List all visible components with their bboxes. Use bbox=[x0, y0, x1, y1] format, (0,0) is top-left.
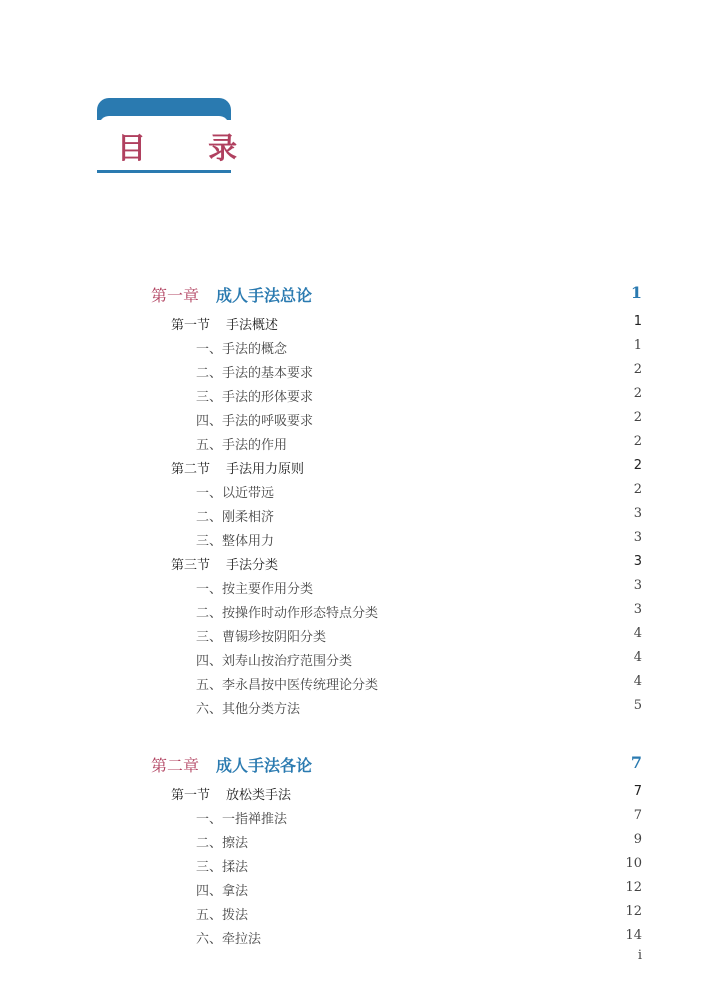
chapter-page: 7 bbox=[630, 753, 642, 772]
item-title: 四、拿法 bbox=[196, 884, 249, 899]
section-page: 2 bbox=[633, 458, 642, 473]
item-title: 一、手法的概念 bbox=[196, 342, 288, 357]
toc-item-entry[interactable] bbox=[0, 904, 722, 928]
item-title: 二、刚柔相济 bbox=[196, 510, 275, 525]
section-title: 手法用力原则 bbox=[226, 462, 305, 477]
toc-item-entry[interactable] bbox=[0, 434, 722, 458]
item-title: 一、一指禅推法 bbox=[196, 812, 288, 827]
item-page: 1 bbox=[633, 338, 642, 353]
toc-item-entry[interactable] bbox=[0, 698, 722, 722]
item-page: 3 bbox=[633, 506, 642, 521]
item-page: 2 bbox=[633, 434, 642, 449]
item-page: 7 bbox=[633, 808, 642, 823]
item-page: 2 bbox=[633, 362, 642, 377]
item-page: 2 bbox=[633, 410, 642, 425]
section-number: 第一节 bbox=[171, 788, 211, 803]
item-title: 三、揉法 bbox=[196, 860, 249, 875]
item-title: 二、擦法 bbox=[196, 836, 249, 851]
toc-item-entry[interactable] bbox=[0, 832, 722, 856]
toc-chapter-entry[interactable] bbox=[0, 753, 722, 777]
toc-item-entry[interactable] bbox=[0, 928, 722, 952]
section-number: 第一节 bbox=[171, 318, 211, 333]
item-title: 四、刘寿山按治疗范围分类 bbox=[196, 654, 353, 669]
page-title: 目 录 bbox=[117, 131, 264, 165]
toc-item-entry[interactable] bbox=[0, 808, 722, 832]
item-title: 三、曹锡珍按阴阳分类 bbox=[196, 630, 327, 645]
toc-item-entry[interactable] bbox=[0, 856, 722, 880]
section-number: 第二节 bbox=[171, 462, 211, 477]
heading-underline bbox=[97, 170, 231, 173]
section-title: 手法概述 bbox=[226, 318, 279, 333]
page-number: i bbox=[637, 948, 642, 963]
chapter-number: 第二章 bbox=[151, 756, 200, 775]
item-title: 五、李永昌按中医传统理论分类 bbox=[196, 678, 379, 693]
chapter-number: 第一章 bbox=[151, 286, 200, 305]
item-title: 二、手法的基本要求 bbox=[196, 366, 314, 381]
item-title: 一、以近带远 bbox=[196, 486, 275, 501]
section-number: 第三节 bbox=[171, 558, 211, 573]
item-page: 3 bbox=[633, 530, 642, 545]
item-title: 六、其他分类方法 bbox=[196, 702, 301, 717]
item-page: 3 bbox=[633, 578, 642, 593]
item-page: 12 bbox=[625, 880, 642, 895]
toc-item-entry[interactable] bbox=[0, 578, 722, 602]
item-title: 四、手法的呼吸要求 bbox=[196, 414, 314, 429]
chapter-title: 成人手法总论 bbox=[216, 286, 313, 305]
item-page: 10 bbox=[625, 856, 642, 871]
section-page: 3 bbox=[633, 554, 642, 569]
toc-section-entry[interactable] bbox=[0, 784, 722, 808]
item-page: 9 bbox=[633, 832, 642, 847]
item-title: 一、按主要作用分类 bbox=[196, 582, 314, 597]
toc-item-entry[interactable] bbox=[0, 880, 722, 904]
item-page: 5 bbox=[633, 698, 642, 713]
item-page: 4 bbox=[633, 626, 642, 641]
toc-item-entry[interactable] bbox=[0, 602, 722, 626]
chapter-page: 1 bbox=[630, 283, 642, 302]
toc-item-entry[interactable] bbox=[0, 506, 722, 530]
item-page: 4 bbox=[633, 650, 642, 665]
item-title: 五、手法的作用 bbox=[196, 438, 288, 453]
toc-section-entry[interactable] bbox=[0, 314, 722, 338]
item-page: 2 bbox=[633, 386, 642, 401]
section-title: 放松类手法 bbox=[226, 788, 292, 803]
toc-item-entry[interactable] bbox=[0, 410, 722, 434]
toc-item-entry[interactable] bbox=[0, 338, 722, 362]
item-page: 2 bbox=[633, 482, 642, 497]
toc-section-entry[interactable] bbox=[0, 458, 722, 482]
item-title: 五、拨法 bbox=[196, 908, 249, 923]
section-page: 1 bbox=[633, 314, 642, 329]
toc-heading bbox=[97, 98, 264, 175]
toc-item-entry[interactable] bbox=[0, 626, 722, 650]
item-page: 14 bbox=[625, 928, 642, 943]
toc-item-entry[interactable] bbox=[0, 386, 722, 410]
item-title: 六、牵拉法 bbox=[196, 932, 262, 947]
toc-item-entry[interactable] bbox=[0, 362, 722, 386]
item-title: 三、整体用力 bbox=[196, 534, 275, 549]
chapter-title: 成人手法各论 bbox=[216, 756, 313, 775]
item-title: 二、按操作时动作形态特点分类 bbox=[196, 606, 379, 621]
toc-section-entry[interactable] bbox=[0, 554, 722, 578]
toc-item-entry[interactable] bbox=[0, 530, 722, 554]
toc-item-entry[interactable] bbox=[0, 650, 722, 674]
item-page: 3 bbox=[633, 602, 642, 617]
toc-chapter-entry[interactable] bbox=[0, 283, 722, 307]
item-page: 12 bbox=[625, 904, 642, 919]
section-page: 7 bbox=[633, 784, 642, 799]
toc-item-entry[interactable] bbox=[0, 674, 722, 698]
item-title: 三、手法的形体要求 bbox=[196, 390, 314, 405]
toc-item-entry[interactable] bbox=[0, 482, 722, 506]
section-title: 手法分类 bbox=[226, 558, 279, 573]
item-page: 4 bbox=[633, 674, 642, 689]
